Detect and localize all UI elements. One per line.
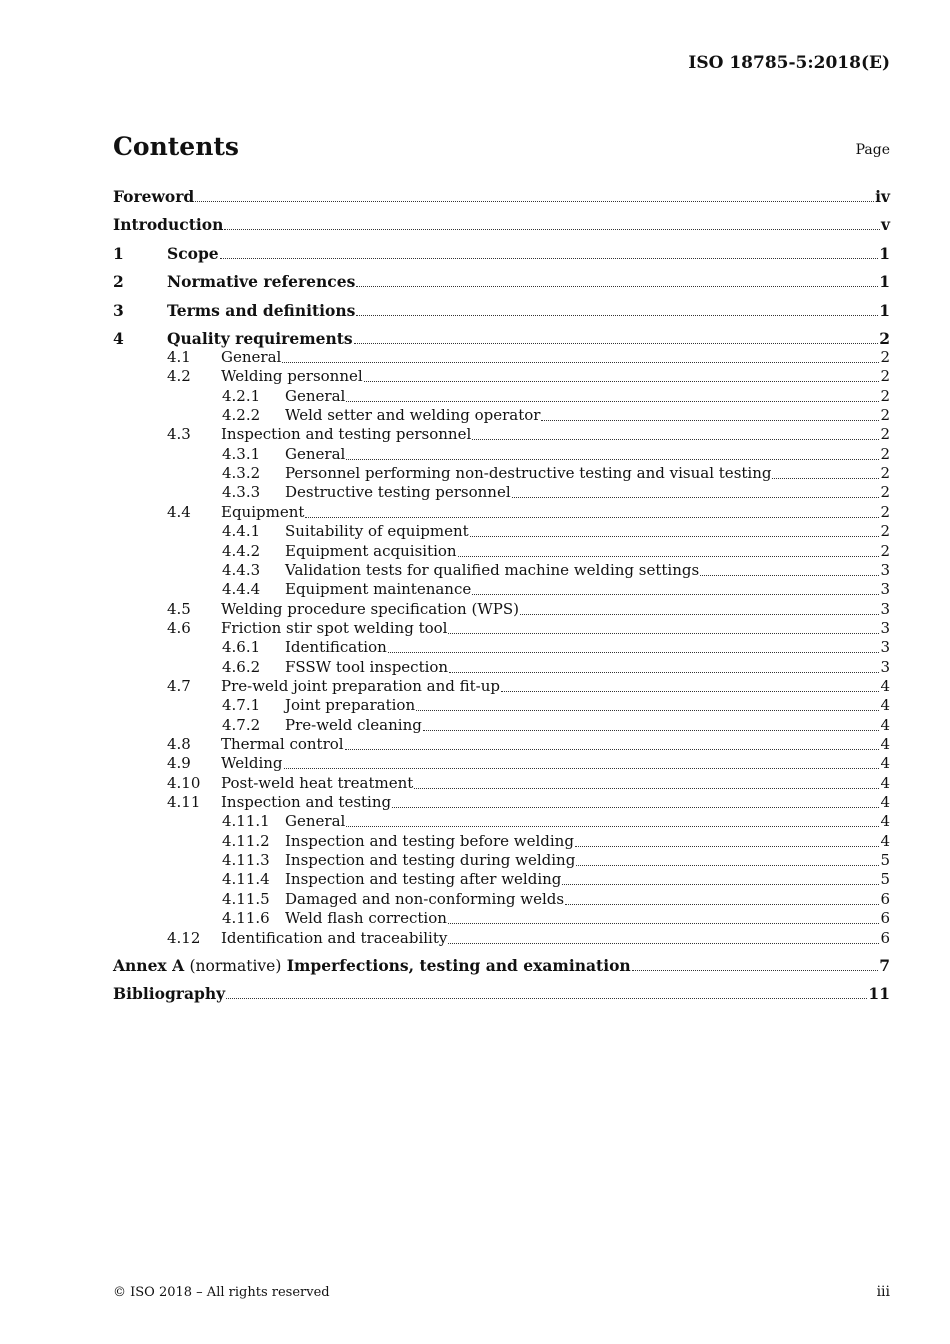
toc-entry-title: Pre-weld joint preparation and fit-up: [221, 676, 500, 695]
toc-entry[interactable]: [113, 522, 890, 541]
annex-type-note: (normative): [189, 957, 282, 975]
toc-entry-title: Normative references: [167, 272, 356, 291]
toc-entry[interactable]: [113, 406, 890, 425]
dot-leader: [458, 542, 880, 557]
dot-leader: [541, 406, 879, 421]
toc-entry-number: 4.7.2: [222, 715, 261, 734]
toc-entry-page: 2: [880, 541, 890, 560]
dot-leader: [632, 956, 879, 971]
toc-entry[interactable]: [113, 425, 890, 444]
annex-title: Imperfections, testing and examination: [286, 956, 631, 975]
toc-entry-number: 4.5: [167, 599, 191, 618]
dot-leader: [562, 870, 879, 885]
footer-copyright: © ISO 2018 – All rights reserved: [113, 1285, 330, 1300]
toc-entry-title: Identification: [285, 638, 387, 657]
toc-entry-page: 6: [880, 928, 890, 947]
toc-entry[interactable]: [113, 215, 890, 234]
toc-entry-title: General: [221, 348, 282, 366]
dot-leader: [356, 301, 878, 316]
dot-leader: [364, 367, 880, 382]
toc-entry[interactable]: [113, 464, 890, 483]
toc-entry-page: 2: [880, 367, 890, 386]
dot-leader: [448, 619, 879, 634]
page-column-label: Page: [855, 142, 890, 158]
toc-entry-number: 4.7.1: [222, 696, 261, 715]
toc-entry[interactable]: [113, 696, 890, 715]
toc-entry-title: Scope: [167, 244, 219, 263]
toc-entry-number: 3: [113, 301, 124, 320]
toc-entry[interactable]: [113, 716, 890, 735]
toc-entry-title: General: [285, 444, 346, 463]
toc-entry-page: 5: [880, 851, 890, 870]
toc-entry-page: 4: [880, 754, 890, 773]
dot-leader: [226, 984, 867, 999]
toc-entry-page: 4: [880, 773, 890, 792]
dot-leader: [512, 483, 880, 498]
toc-entry-title: Inspection and testing: [221, 793, 392, 812]
toc-entry-number: 4.4.2: [222, 541, 261, 560]
toc-entry-page: 2: [880, 444, 890, 463]
toc-entry-title: Personnel performing non-destructive testing and visual testing: [285, 464, 772, 483]
toc-entry-title: Welding: [221, 754, 283, 773]
toc-entry-title: Inspection and testing personnel: [221, 425, 472, 444]
dot-leader: [576, 851, 879, 866]
toc-entry[interactable]: [113, 348, 890, 367]
toc-entry[interactable]: [113, 929, 890, 948]
toc-entry[interactable]: [113, 890, 890, 909]
dot-leader: [345, 735, 880, 750]
dot-leader: [449, 658, 879, 673]
toc-entry-number: 4.6: [167, 618, 191, 637]
toc-entry-page: 5: [880, 870, 890, 889]
toc-entry-page: 2: [880, 464, 890, 483]
toc-entry-number: 4.4: [167, 502, 191, 521]
toc-entry-title: Destructive testing personnel: [285, 483, 511, 502]
toc-entry-page: 4: [880, 831, 890, 850]
toc-entry-page: 6: [880, 889, 890, 908]
toc-entry-title: Equipment acquisition: [285, 541, 457, 560]
toc-entry-number: 4.9: [167, 754, 191, 773]
toc-entry-title: Joint preparation: [285, 696, 416, 715]
toc-entry[interactable]: [113, 301, 890, 320]
toc-entry-title: Post-weld heat treatment: [221, 773, 414, 792]
toc-entry-page: 3: [880, 638, 890, 657]
dot-leader: [346, 445, 879, 460]
dot-leader: [470, 522, 880, 537]
toc-entry-page: 2: [880, 406, 890, 425]
toc-entry-title: Foreword: [113, 187, 195, 206]
dot-leader: [388, 638, 880, 653]
toc-entry-title: FSSW tool inspection: [285, 657, 449, 676]
toc-entry-number: 4.4.1: [222, 522, 261, 541]
toc-entry-number: 1: [113, 244, 124, 263]
dot-leader: [356, 272, 878, 287]
toc-entry-title: General: [285, 386, 346, 405]
toc-entry-page: 4: [880, 793, 890, 812]
toc-entry-number: 4.2.2: [222, 406, 261, 425]
toc-entry[interactable]: [113, 812, 890, 831]
toc-entry-page: 3: [880, 618, 890, 637]
toc-entry-title: Validation tests for qualified machine welding settings: [285, 560, 700, 579]
toc-entry-number: 4.3: [167, 425, 191, 444]
toc-entry-title: Suitability of equipment: [285, 522, 469, 541]
table-of-contents: [113, 0, 890, 1344]
toc-entry[interactable]: [113, 909, 890, 928]
toc-entry-number: 4.4.4: [222, 580, 261, 599]
dot-leader: [392, 793, 879, 808]
toc-entry-page: 3: [880, 580, 890, 599]
dot-leader: [700, 561, 879, 576]
toc-entry[interactable]: [113, 754, 890, 773]
toc-entry-number: 4.11.3: [222, 851, 270, 870]
toc-entry-title: Thermal control: [221, 735, 344, 753]
dot-leader: [195, 187, 874, 202]
toc-entry-title: Pre-weld cleaning: [285, 715, 422, 734]
toc-entry[interactable]: [113, 956, 890, 975]
toc-entry-page: v: [880, 215, 890, 234]
toc-entry-title: Weld setter and welding operator: [285, 406, 541, 425]
dot-leader: [220, 244, 879, 259]
toc-entry[interactable]: [113, 735, 890, 754]
toc-entry-number: 4.2: [167, 367, 191, 386]
toc-entry-number: 4.1: [167, 348, 191, 366]
toc-entry-number: 4.4.3: [222, 560, 261, 579]
toc-entry-number: 4.3.2: [222, 464, 261, 483]
annex-label: Annex A: [113, 956, 185, 975]
dot-leader: [224, 215, 880, 230]
dot-leader: [501, 677, 879, 692]
toc-entry-title: Inspection and testing during welding: [285, 851, 576, 870]
toc-entry-number: 4.11.1: [222, 812, 270, 831]
toc-entry-title: [113, 956, 631, 976]
toc-entry-page: 2: [880, 348, 890, 366]
toc-entry-page: 6: [880, 909, 890, 928]
dot-leader: [472, 425, 879, 440]
toc-entry[interactable]: [113, 503, 890, 522]
toc-entry-title: Equipment: [221, 502, 305, 521]
footer-page-number: iii: [876, 1284, 890, 1300]
toc-entry-page: 3: [880, 599, 890, 618]
toc-entry-number: 4.8: [167, 735, 191, 753]
dot-leader: [772, 464, 879, 479]
toc-entry-number: 4.11.6: [222, 909, 270, 928]
toc-entry[interactable]: [113, 367, 890, 386]
toc-entry-page: 3: [880, 560, 890, 579]
toc-entry-page: 4: [880, 735, 890, 753]
toc-entry-number: 4.3.3: [222, 483, 261, 502]
toc-entry[interactable]: [113, 984, 890, 1003]
toc-entry[interactable]: [113, 542, 890, 561]
toc-entry[interactable]: [113, 619, 890, 638]
toc-entry-title: Bibliography: [113, 984, 226, 1003]
toc-entry[interactable]: [113, 870, 890, 889]
dot-leader: [575, 832, 880, 847]
toc-entry-title: Identification and traceability: [221, 928, 448, 947]
toc-entry[interactable]: [113, 561, 890, 580]
toc-entry-title: Damaged and non-conforming welds: [285, 889, 565, 908]
toc-entry[interactable]: [113, 272, 890, 291]
toc-entry-title: Welding personnel: [221, 367, 363, 386]
toc-entry-number: 4.2.1: [222, 386, 261, 405]
toc-entry[interactable]: [113, 677, 890, 696]
toc-entry[interactable]: [113, 832, 890, 851]
dot-leader: [414, 774, 879, 789]
toc-entry-title: Inspection and testing before welding: [285, 831, 574, 850]
toc-entry-page: 1: [879, 244, 890, 263]
toc-entry-page: 2: [880, 522, 890, 541]
dot-leader: [565, 890, 879, 905]
dot-leader: [346, 387, 879, 402]
toc-entry-number: 4.10: [167, 773, 201, 792]
toc-entry[interactable]: [113, 600, 890, 619]
toc-entry-page: 4: [880, 812, 890, 831]
toc-entry-number: 4.11.2: [222, 831, 270, 850]
dot-leader: [472, 580, 879, 595]
toc-entry[interactable]: [113, 851, 890, 870]
toc-entry-number: 4.6.2: [222, 657, 261, 676]
dot-leader: [354, 329, 879, 344]
toc-entry[interactable]: [113, 774, 890, 793]
toc-entry[interactable]: [113, 580, 890, 599]
toc-entry-number: 4.11: [167, 793, 201, 812]
toc-entry[interactable]: [113, 638, 890, 657]
toc-entry-number: 4.11.5: [222, 889, 270, 908]
toc-entry[interactable]: [113, 387, 890, 406]
toc-entry-number: 4.11.4: [222, 870, 270, 889]
toc-entry-title: Equipment maintenance: [285, 580, 472, 599]
document-id: ISO 18785-5:2018(E): [688, 53, 890, 73]
toc-entry[interactable]: [113, 329, 890, 348]
toc-entry-title: Weld flash correction: [285, 909, 447, 928]
toc-entry-page: 1: [879, 272, 890, 291]
toc-entry-title: Inspection and testing after welding: [285, 870, 562, 889]
toc-entry[interactable]: [113, 793, 890, 812]
toc-entry-page: 11: [868, 984, 890, 1003]
toc-entry-page: 4: [880, 696, 890, 715]
toc-entry[interactable]: [113, 445, 890, 464]
dot-leader: [282, 348, 879, 363]
toc-entry-title: Welding procedure specification (WPS): [221, 599, 519, 618]
toc-entry-page: 1: [879, 301, 890, 320]
toc-entry-page: 3: [880, 657, 890, 676]
toc-entry-page: 2: [880, 483, 890, 502]
toc-entry-number: 2: [113, 272, 124, 291]
toc-entry-title: General: [285, 812, 346, 831]
toc-entry[interactable]: [113, 483, 890, 502]
toc-entry-number: 4.12: [167, 928, 201, 947]
contents-heading: Contents: [113, 132, 240, 161]
toc-entry-page: 2: [880, 425, 890, 444]
toc-entry[interactable]: [113, 658, 890, 677]
toc-entry-page: 2: [880, 502, 890, 521]
dot-leader: [284, 754, 880, 769]
dot-leader: [448, 909, 880, 924]
toc-entry-page: iv: [875, 187, 890, 206]
dot-leader: [448, 929, 879, 944]
toc-entry-title: Introduction: [113, 215, 224, 234]
toc-entry-page: 2: [879, 329, 890, 348]
toc-entry-number: 4.6.1: [222, 638, 261, 657]
toc-entry-page: 4: [880, 715, 890, 734]
toc-entry-title: Quality requirements: [167, 329, 353, 348]
toc-entry-title: Terms and definitions: [167, 301, 356, 320]
toc-entry[interactable]: [113, 244, 890, 263]
dot-leader: [416, 696, 879, 711]
toc-entry-page: 2: [880, 386, 890, 405]
toc-entry-number: 4.7: [167, 676, 191, 695]
toc-entry-number: 4: [113, 329, 124, 348]
toc-entry-number: 4.3.1: [222, 444, 261, 463]
dot-leader: [305, 503, 879, 518]
toc-entry[interactable]: [113, 187, 890, 206]
toc-entry-page: 4: [880, 676, 890, 695]
dot-leader: [346, 812, 879, 827]
dot-leader: [520, 600, 879, 615]
dot-leader: [423, 716, 880, 731]
toc-entry-page: 7: [879, 956, 890, 975]
toc-entry-title: Friction stir spot welding tool: [221, 618, 448, 637]
